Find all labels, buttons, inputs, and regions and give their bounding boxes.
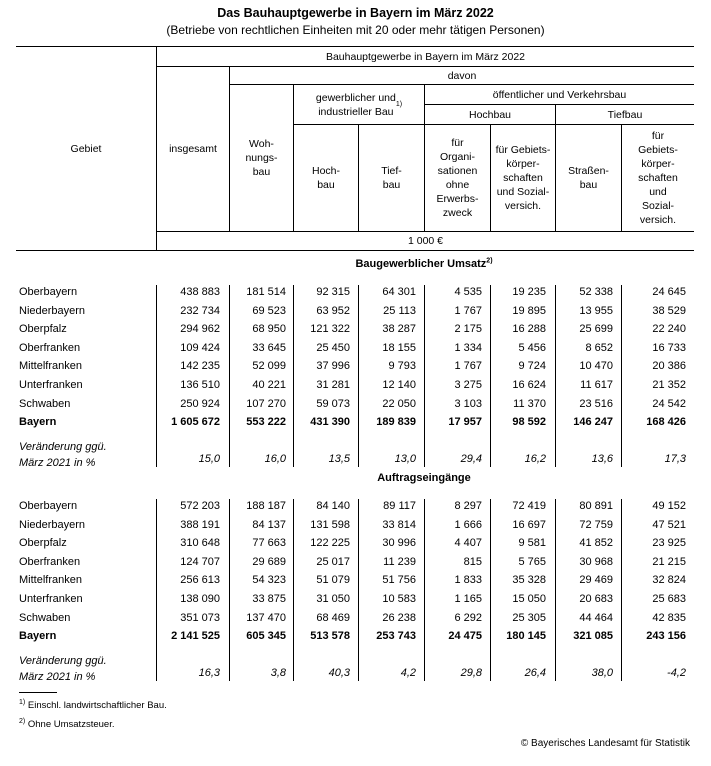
table-cell: 11 239: [383, 555, 416, 568]
table-cell: 351 073: [180, 611, 220, 624]
table-cell: 3 103: [454, 397, 482, 410]
table-row: [0, 572, 711, 590]
table-cell: 109 424: [180, 341, 220, 354]
table-cell: 168 426: [646, 416, 686, 429]
table-cell: 77 663: [252, 537, 286, 550]
footnote-ref: 2): [486, 257, 493, 265]
table-cell: 54 323: [252, 574, 286, 587]
table-cell: 2 141 525: [171, 630, 220, 643]
table-cell: 16,0: [264, 453, 286, 466]
header-insgesamt: insgesamt: [169, 143, 217, 155]
header-gebiet: Gebiet: [70, 142, 102, 155]
change-row: [0, 655, 711, 684]
table-cell: 146 247: [573, 416, 613, 429]
header-bauhauptgewerbe: Bauhauptgewerbe in Bayern im März 2022: [325, 50, 526, 63]
table-cell: 24 645: [652, 286, 686, 298]
table-cell: 24 542: [652, 397, 686, 410]
table-cell: 25 305: [512, 611, 546, 624]
table-cell: 6 292: [454, 611, 482, 624]
row-label: Oberpfalz: [19, 323, 67, 336]
table-cell: 38,0: [591, 667, 613, 680]
table-cell: 3 275: [454, 379, 482, 391]
table-cell: 25 450: [316, 341, 350, 354]
table-cell: -4,2: [667, 667, 686, 680]
table-row: [0, 377, 711, 395]
table-cell: 47 521: [652, 518, 686, 531]
table-cell: 13 955: [579, 304, 613, 317]
table-row: [0, 284, 711, 302]
table-cell: 51 756: [382, 574, 416, 587]
table-cell: 25 683: [652, 593, 686, 605]
total-row: [0, 628, 711, 646]
table-cell: 131 598: [310, 518, 350, 531]
table-cell: 25 017: [316, 555, 350, 568]
table-cell: 13,5: [328, 453, 350, 466]
table-cell: 92 315: [316, 286, 350, 298]
table-cell: 23 516: [579, 397, 613, 410]
table-cell: 8 652: [585, 341, 613, 354]
table-cell: 815: [463, 555, 482, 568]
table-cell: 138 090: [180, 593, 220, 605]
table-cell: 121 322: [310, 323, 350, 336]
table-cell: 40 221: [252, 379, 286, 391]
table-cell: 68 469: [316, 611, 350, 624]
table-cell: 16 288: [512, 323, 546, 336]
header-tiefbau: Tief- bau: [381, 165, 402, 191]
table-cell: 15 050: [512, 593, 546, 605]
table-cell: 84 140: [316, 500, 350, 512]
table-row: [0, 517, 711, 535]
row-label: Niederbayern: [19, 518, 86, 531]
table-cell: 5 456: [518, 341, 546, 354]
table-cell: 41 852: [579, 537, 613, 550]
table-cell: 89 117: [383, 500, 416, 512]
table-row: [0, 535, 711, 553]
table-cell: 20 683: [579, 593, 613, 605]
table-cell: 232 734: [180, 304, 220, 317]
table-cell: 3,8: [270, 667, 286, 680]
table-cell: 16,2: [524, 453, 546, 466]
change-row: [0, 441, 711, 470]
table-cell: 25 113: [383, 304, 416, 317]
table-cell: 17,3: [664, 453, 686, 466]
table-cell: 21 352: [652, 379, 686, 391]
table-cell: 2 175: [454, 323, 482, 336]
table-cell: 63 952: [316, 304, 350, 317]
header-wohnungsbau: Woh- nungs- bau: [245, 138, 278, 178]
table-cell: 1 605 672: [171, 416, 220, 429]
footnote-text: Ohne Umsatzsteuer.: [25, 719, 115, 730]
footnote-mark: 2): [19, 717, 26, 725]
row-label: Schwaben: [19, 397, 71, 410]
table-cell: 72 419: [512, 500, 546, 512]
table-cell: 30 968: [579, 555, 613, 568]
header-gewerblich-text: gewerblicher und industrieller Bau: [315, 91, 396, 118]
copyright: © Bayerisches Landesamt für Statistik: [520, 738, 690, 749]
table-cell: 17 957: [448, 416, 482, 429]
row-label: Oberfranken: [19, 341, 81, 354]
table-cell: 124 707: [180, 555, 220, 568]
table-cell: 243 156: [646, 630, 686, 643]
table-cell: 16 624: [512, 379, 546, 391]
table-cell: 431 390: [310, 416, 350, 429]
table-cell: 8 297: [454, 500, 482, 512]
table-cell: 35 328: [512, 574, 546, 587]
header-hochbau: Hoch- bau: [311, 165, 340, 191]
table-cell: 19 895: [512, 304, 546, 317]
row-label: Veränderung ggü. März 2021 in %: [19, 655, 107, 684]
footnote-divider: [19, 692, 57, 693]
header-tiefbau-group: Tiefbau: [607, 108, 643, 121]
table-cell: 29 689: [252, 555, 286, 568]
table-cell: 59 073: [316, 397, 350, 410]
table-cell: 16 697: [512, 518, 546, 531]
table-cell: 1 165: [454, 593, 482, 605]
table-cell: 15,0: [198, 453, 220, 466]
table-cell: 438 883: [180, 286, 220, 298]
table-cell: 18 155: [382, 341, 416, 354]
footnote-text: Einschl. landwirtschaftlicher Bau.: [25, 700, 167, 711]
header-davon: davon: [447, 69, 477, 82]
table-cell: 38 287: [382, 323, 416, 336]
row-label: Mittelfranken: [19, 574, 82, 587]
table-cell: 52 338: [579, 286, 613, 298]
table-cell: 9 724: [518, 360, 546, 373]
table-cell: 107 270: [246, 397, 286, 410]
table-cell: 98 592: [512, 416, 546, 429]
row-label: Oberbayern: [19, 500, 78, 512]
table-cell: 553 222: [246, 416, 286, 429]
table-cell: 40,3: [328, 667, 350, 680]
table-cell: 1 666: [454, 518, 482, 531]
table-row: [0, 340, 711, 358]
table-cell: 5 765: [518, 555, 546, 568]
table-cell: 142 235: [180, 360, 220, 373]
row-label: Unterfranken: [19, 593, 83, 605]
footnote-1: [19, 700, 167, 711]
table-cell: 26 238: [382, 611, 416, 624]
table-cell: 33 814: [382, 518, 416, 531]
footnote-mark: 1): [19, 698, 26, 706]
header-organisationen: für Organi- sationen ohne Erwerbs- zweck: [436, 137, 479, 219]
table-row: [0, 610, 711, 628]
row-label: Mittelfranken: [19, 360, 82, 373]
table-cell: 1 833: [454, 574, 482, 587]
table-cell: 253 743: [376, 630, 416, 643]
table-cell: 11 617: [580, 379, 613, 391]
footnote-2: [19, 719, 114, 730]
header-gebietskoerperschaften-tief: für Gebiets- körper- schaften und Sozial- versich.: [638, 130, 678, 226]
row-label: Bayern: [19, 630, 57, 643]
table-cell: 4 407: [454, 537, 482, 550]
table-cell: 22 240: [652, 323, 686, 336]
table-row: [0, 396, 711, 414]
table-cell: 33 645: [252, 341, 286, 354]
table-cell: 10 470: [579, 360, 613, 373]
table-cell: 4,2: [400, 667, 416, 680]
row-label: Veränderung ggü. März 2021 in %: [19, 441, 107, 470]
section-title: [156, 472, 692, 484]
table-cell: 80 891: [579, 500, 613, 512]
table-cell: 12 140: [382, 379, 416, 391]
section-title-text: Auftragseingänge: [377, 472, 471, 484]
row-label: Oberbayern: [19, 286, 78, 298]
row-label: Oberpfalz: [19, 537, 67, 550]
table-cell: 188 187: [246, 500, 286, 512]
row-label: Unterfranken: [19, 379, 83, 391]
table-cell: 180 145: [506, 630, 546, 643]
table-cell: 37 996: [316, 360, 350, 373]
row-label: Schwaben: [19, 611, 71, 624]
section-title-text: Baugewerblicher Umsatz: [355, 258, 487, 270]
table-cell: 16,3: [198, 667, 220, 680]
table-cell: 68 950: [252, 323, 286, 336]
table-cell: 20 386: [652, 360, 686, 373]
table-cell: 26,4: [524, 667, 546, 680]
table-cell: 49 152: [652, 500, 686, 512]
table-cell: 51 079: [316, 574, 350, 587]
table-row: [0, 498, 711, 516]
header-hochbau-group: Hochbau: [468, 108, 512, 121]
page-title: Das Bauhauptgewerbe in Bayern im März 2022: [217, 6, 494, 20]
table-cell: 9 581: [518, 537, 546, 550]
table-cell: 13,0: [394, 453, 416, 466]
table-cell: 250 924: [180, 397, 220, 410]
table-cell: 19 235: [512, 286, 546, 298]
table-cell: 1 767: [454, 304, 482, 317]
row-label: Oberfranken: [19, 555, 81, 568]
header-gewerblich: gewerblicher und industrieller Bau 1): [315, 91, 403, 118]
table-cell: 1 334: [454, 341, 482, 354]
table-row: [0, 358, 711, 376]
table-cell: 181 514: [246, 286, 286, 298]
table-cell: 30 996: [382, 537, 416, 550]
table-row: [0, 321, 711, 339]
section-title: [156, 258, 692, 270]
table-row: [0, 303, 711, 321]
table-cell: 294 962: [180, 323, 220, 336]
table-row: [0, 554, 711, 572]
header-unit: 1 000 €: [407, 235, 444, 247]
table-cell: 38 529: [652, 304, 686, 317]
table-cell: 136 510: [180, 379, 220, 391]
table-cell: 256 613: [180, 574, 220, 587]
table-cell: 310 648: [180, 537, 220, 550]
header-bottom-rule: [16, 250, 694, 251]
table-cell: 11 370: [513, 397, 546, 410]
table-cell: 72 759: [579, 518, 613, 531]
table-cell: 44 464: [579, 611, 613, 624]
header-gebietskoerperschaften-hoch: für Gebiets- körper- schaften und Sozial- versich.: [495, 144, 551, 212]
table-cell: 31 281: [316, 379, 350, 391]
table-cell: 64 301: [382, 286, 416, 298]
table-cell: 137 470: [246, 611, 286, 624]
row-label: Niederbayern: [19, 304, 86, 317]
table-cell: 10 583: [382, 593, 416, 605]
table-cell: 84 137: [252, 518, 286, 531]
table-cell: 9 793: [388, 360, 416, 373]
table-cell: 189 839: [376, 416, 416, 429]
table-cell: 21 215: [652, 555, 686, 568]
table-cell: 24 475: [448, 630, 482, 643]
table-cell: 69 523: [252, 304, 286, 317]
table-cell: 29 469: [579, 574, 613, 587]
table-cell: 32 824: [652, 574, 686, 587]
table-cell: 13,6: [591, 453, 613, 466]
total-row: [0, 414, 711, 432]
table-cell: 513 578: [310, 630, 350, 643]
table-cell: 4 535: [454, 286, 482, 298]
table-cell: 605 345: [246, 630, 286, 643]
table-cell: 31 050: [316, 593, 350, 605]
table-cell: 42 835: [652, 611, 686, 624]
table-cell: 16 733: [652, 341, 686, 354]
table-cell: 22 050: [382, 397, 416, 410]
table-cell: 388 191: [180, 518, 220, 531]
table-row: [0, 591, 711, 609]
header-strassenbau: Straßen- bau: [568, 165, 609, 191]
header-oeffentlich: öffentlicher und Verkehrsbau: [492, 88, 627, 101]
table-cell: 25 699: [579, 323, 613, 336]
table-cell: 321 085: [573, 630, 613, 643]
table-cell: 33 875: [252, 593, 286, 605]
table-cell: 572 203: [180, 500, 220, 512]
table-cell: 122 225: [310, 537, 350, 550]
table-cell: 23 925: [652, 537, 686, 550]
table-cell: 29,8: [460, 667, 482, 680]
page-subtitle: (Betriebe von rechtlichen Einheiten mit 20 oder mehr tätigen Personen): [166, 23, 545, 37]
table-cell: 29,4: [460, 453, 482, 466]
row-label: Bayern: [19, 416, 57, 429]
table-cell: 1 767: [454, 360, 482, 373]
table-cell: 52 099: [252, 360, 286, 373]
